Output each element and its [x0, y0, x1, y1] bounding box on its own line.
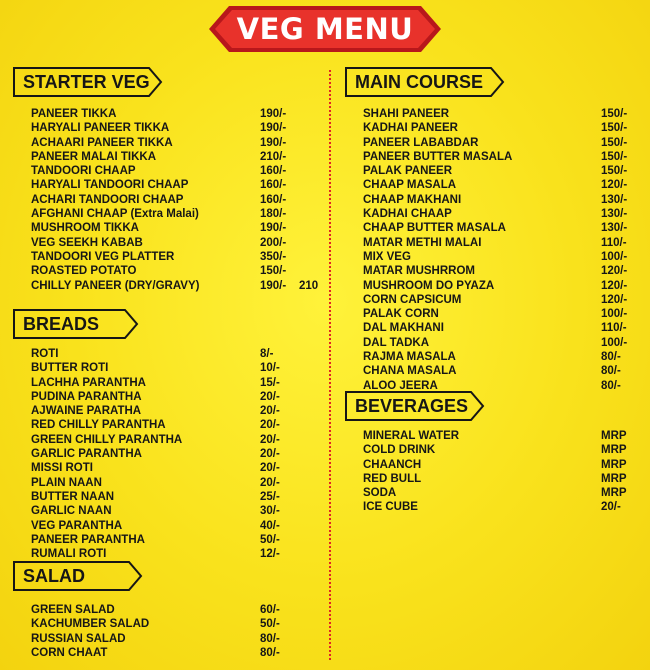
- menu-item-price: 160/-: [260, 179, 287, 192]
- menu-item-name: CHAAP MASALA: [363, 179, 457, 192]
- menu-item-name: PANEER BUTTER MASALA: [363, 150, 513, 163]
- menu-item-price: 20/-: [260, 405, 280, 418]
- menu-item: [31, 617, 321, 631]
- menu-item-price: 20/-: [260, 433, 280, 446]
- menu-item-name: ACHAARI PANEER TIKKA: [31, 136, 173, 149]
- section-heading-beverages: [345, 391, 485, 421]
- menu-item-price: 160/-: [260, 193, 287, 206]
- menu-item-name: CHAANCH: [363, 458, 422, 471]
- menu-item-name: MUSHROOM TIKKA: [31, 222, 139, 235]
- menu-item-price: 150/-: [601, 122, 628, 135]
- menu-item: [31, 236, 321, 250]
- menu-item-price: 100/-: [601, 336, 628, 349]
- menu-item-price: 100/-: [601, 250, 628, 263]
- menu-item-price: 20/-: [601, 501, 621, 514]
- menu-item: [363, 379, 643, 393]
- menu-item: [363, 107, 643, 121]
- menu-item-name: HARYALI PANEER TIKKA: [31, 122, 170, 135]
- menu-item: [31, 361, 321, 375]
- menu-item: [363, 429, 643, 443]
- menu-item: [363, 250, 643, 264]
- menu-item: [363, 193, 643, 207]
- menu-item-name: GARLIC NAAN: [31, 505, 112, 518]
- menu-item-price: 20/-: [260, 448, 280, 461]
- menu-item-name: CORN CAPSICUM: [363, 293, 462, 306]
- menu-item-price: 20/-: [260, 462, 280, 475]
- menu-item-price: 110/-: [601, 322, 627, 335]
- menu-item-price: 160/-: [260, 165, 287, 178]
- menu-item-price: 80/-: [601, 379, 621, 392]
- menu-item-name: GARLIC PARANTHA: [31, 448, 142, 461]
- menu-item-name: RUMALI ROTI: [31, 548, 107, 561]
- menu-item-name: HARYALI TANDOORI CHAAP: [31, 179, 189, 192]
- section-label: BREADS: [23, 314, 100, 334]
- menu-item-name: DAL MAKHANI: [363, 322, 444, 335]
- menu-item-name: RED BULL: [363, 472, 422, 485]
- menu-item-price: 200/-: [260, 236, 287, 249]
- menu-item-price: 110/-: [601, 236, 627, 249]
- menu-item-price: 30/-: [260, 505, 280, 518]
- menu-item-name: MINERAL WATER: [363, 430, 460, 442]
- menu-item: [363, 486, 643, 500]
- menu-item-name: MIX VEG: [363, 250, 411, 263]
- menu-item-name: VEG SEEKH KABAB: [31, 236, 143, 249]
- menu-item: [31, 646, 321, 660]
- menu-item-price: 130/-: [601, 222, 628, 235]
- menu-item: [31, 164, 321, 178]
- menu-item-name: CHAAP MAKHANI: [363, 193, 462, 206]
- menu-item-name: RAJMA MASALA: [363, 351, 456, 364]
- menu-item-price: 190/-: [260, 222, 287, 235]
- menu-item-price: 150/-: [601, 165, 628, 178]
- menu-item-price: 130/-: [601, 193, 628, 206]
- menu-item-price: MRP: [601, 472, 627, 485]
- menu-item: [31, 519, 321, 533]
- menu-item-name: ROASTED POTATO: [31, 265, 137, 278]
- menu-item-name: CHILLY PANEER (DRY/GRAVY): [31, 279, 200, 292]
- menu-item-price: 20/-: [260, 476, 280, 489]
- menu-item-price: MRP: [601, 444, 627, 457]
- menu-item: [31, 250, 321, 264]
- menu-item: [363, 207, 643, 221]
- menu-item-name: ROTI: [31, 348, 59, 360]
- menu-item: [31, 490, 321, 504]
- starter-item-list: [31, 107, 321, 293]
- section-heading-starter: [13, 67, 163, 97]
- menu-item-price: 190/-: [260, 136, 287, 149]
- menu-item-price: 150/-: [601, 150, 628, 163]
- menu-item-name: CHANA MASALA: [363, 365, 457, 378]
- menu-item-name: PANEER PARANTHA: [31, 533, 145, 546]
- menu-item: [31, 279, 321, 293]
- menu-item: [31, 632, 321, 646]
- menu-item: [363, 136, 643, 150]
- menu-item-price: 350/-: [260, 250, 287, 263]
- menu-item: [31, 178, 321, 192]
- menu-item-name: ALOO JEERA: [363, 379, 438, 392]
- menu-item-name: RED CHILLY PARANTHA: [31, 419, 166, 432]
- menu-item-price: 20/-: [260, 419, 280, 432]
- menu-item: [31, 264, 321, 278]
- menu-item-price: 50/-: [260, 618, 280, 631]
- menu-item: [31, 390, 321, 404]
- menu-item-price: 100/-: [601, 308, 628, 321]
- menu-item-name: PANEER MALAI TIKKA: [31, 150, 157, 163]
- menu-item-name: PLAIN NAAN: [31, 476, 102, 489]
- column-divider: [329, 70, 331, 660]
- section-label: SALAD: [23, 566, 85, 586]
- menu-item-price: 120/-: [601, 265, 628, 278]
- menu-item: [31, 504, 321, 518]
- menu-item-name: MATAR METHI MALAI: [363, 236, 482, 249]
- menu-item: [31, 121, 321, 135]
- menu-item-price: 130/-: [601, 208, 628, 221]
- menu-item-price: MRP: [601, 487, 627, 500]
- menu-item: [363, 264, 643, 278]
- menu-item: [363, 236, 643, 250]
- menu-item-price: 8/-: [260, 348, 274, 360]
- menu-item-name: PANEER TIKKA: [31, 108, 117, 120]
- menu-item: [363, 221, 643, 235]
- menu-item-name: SHAHI PANEER: [363, 108, 450, 120]
- menu-item: [363, 164, 643, 178]
- menu-item: [363, 336, 643, 350]
- menu-item-name: TANDOORI VEG PLATTER: [31, 250, 175, 263]
- menu-item-price: 10/-: [260, 362, 280, 375]
- menu-item-price: 180/-: [260, 208, 287, 221]
- menu-item-price: 190/-: [260, 122, 287, 135]
- menu-item-price: 150/-: [601, 108, 628, 120]
- menu-item: [31, 461, 321, 475]
- menu-item-name: PANEER LABABDAR: [363, 136, 479, 149]
- menu-item: [31, 193, 321, 207]
- menu-item-name: DAL TADKA: [363, 336, 430, 349]
- menu-item-name: MISSI ROTI: [31, 462, 93, 475]
- menu-item-price: MRP: [601, 458, 627, 471]
- section-heading-main-course: [345, 67, 505, 97]
- salad-item-list: [31, 603, 321, 660]
- menu-item: [363, 472, 643, 486]
- menu-item-price: 80/-: [260, 632, 280, 645]
- menu-item-price: 25/-: [260, 490, 280, 503]
- menu-item-name: LACHHA PARANTHA: [31, 376, 146, 389]
- menu-item-name: GREEN SALAD: [31, 604, 115, 616]
- section-label: MAIN COURSE: [355, 72, 484, 92]
- menu-item: [31, 533, 321, 547]
- menu-item-price: 120/-: [601, 179, 628, 192]
- menu-item: [31, 221, 321, 235]
- menu-item-alt-price: 210: [299, 279, 319, 292]
- menu-item-price: 40/-: [260, 519, 280, 532]
- menu-item: [363, 500, 643, 514]
- menu-item-price: 15/-: [260, 376, 280, 389]
- menu-item: [363, 458, 643, 472]
- menu-item-name: MUSHROOM DO PYAZA: [363, 279, 495, 292]
- menu-item: [31, 150, 321, 164]
- menu-item-name: ACHARI TANDOORI CHAAP: [31, 193, 184, 206]
- menu-item-price: 150/-: [260, 265, 287, 278]
- breads-item-list: [31, 347, 321, 561]
- menu-item-name: COLD DRINK: [363, 444, 436, 457]
- menu-item-name: TANDOORI CHAAP: [31, 165, 136, 178]
- menu-item-name: CHAAP BUTTER MASALA: [363, 222, 506, 235]
- menu-item-name: RUSSIAN SALAD: [31, 632, 126, 645]
- menu-item: [31, 433, 321, 447]
- menu-item-name: AJWAINE PARATHA: [31, 405, 142, 418]
- menu-item: [31, 376, 321, 390]
- menu-item: [31, 547, 321, 561]
- menu-item-name: GREEN CHILLY PARANTHA: [31, 433, 183, 446]
- section-heading-salad: [13, 561, 143, 591]
- menu-item-price: 80/-: [601, 351, 621, 364]
- menu-item-name: KACHUMBER SALAD: [31, 618, 150, 631]
- menu-item-name: KADHAI CHAAP: [363, 208, 452, 221]
- menu-item: [363, 178, 643, 192]
- menu-item: [363, 350, 643, 364]
- menu-item: [363, 364, 643, 378]
- menu-item: [363, 307, 643, 321]
- menu-item-name: PALAK PANEER: [363, 165, 453, 178]
- menu-item-price: 50/-: [260, 533, 280, 546]
- title-banner: [207, 4, 443, 54]
- menu-item-name: KADHAI PANEER: [363, 122, 458, 135]
- menu-item-price: 20/-: [260, 390, 280, 403]
- menu-item-name: BUTTER ROTI: [31, 362, 109, 375]
- menu-item: [363, 150, 643, 164]
- menu-item: [31, 347, 321, 361]
- menu-item: [31, 107, 321, 121]
- menu-item-name: CORN CHAAT: [31, 646, 108, 659]
- menu-item-price: MRP: [601, 430, 627, 442]
- menu-item: [363, 293, 643, 307]
- menu-item-price: 190/-: [260, 279, 287, 292]
- menu-item: [363, 121, 643, 135]
- beverages-item-list: [363, 429, 643, 515]
- menu-item: [31, 603, 321, 617]
- menu-item: [31, 447, 321, 461]
- menu-item: [31, 418, 321, 432]
- section-label: STARTER VEG: [23, 72, 150, 92]
- menu-item-price: 120/-: [601, 293, 628, 306]
- menu-item-price: 80/-: [601, 365, 621, 378]
- menu-item-price: 12/-: [260, 548, 280, 561]
- menu-item: [363, 321, 643, 335]
- main-course-item-list: [363, 107, 643, 393]
- menu-item-name: MATAR MUSHRROM: [363, 265, 476, 278]
- menu-item-name: PALAK CORN: [363, 308, 439, 321]
- section-heading-breads: [13, 309, 139, 339]
- menu-item: [363, 279, 643, 293]
- menu-item-name: BUTTER NAAN: [31, 490, 115, 503]
- menu-item-name: VEG PARANTHA: [31, 519, 123, 532]
- menu-item-price: 80/-: [260, 646, 280, 659]
- menu-item-price: 190/-: [260, 108, 287, 120]
- menu-item: [31, 476, 321, 490]
- menu-item-name: ICE CUBE: [363, 501, 418, 514]
- menu-item: [31, 207, 321, 221]
- menu-item-price: 210/-: [260, 150, 287, 163]
- menu-item-price: 120/-: [601, 279, 628, 292]
- section-label: BEVERAGES: [355, 396, 469, 416]
- menu-item: [363, 443, 643, 457]
- menu-item-name: SODA: [363, 487, 397, 500]
- menu-item-name: PUDINA PARANTHA: [31, 390, 142, 403]
- menu-item-price: 60/-: [260, 604, 280, 616]
- menu-item-name: AFGHANI CHAAP (Extra Malai): [31, 208, 199, 221]
- menu-title: VEG MENU: [236, 12, 414, 46]
- menu-item: [31, 404, 321, 418]
- menu-item: [31, 136, 321, 150]
- menu-item-price: 150/-: [601, 136, 628, 149]
